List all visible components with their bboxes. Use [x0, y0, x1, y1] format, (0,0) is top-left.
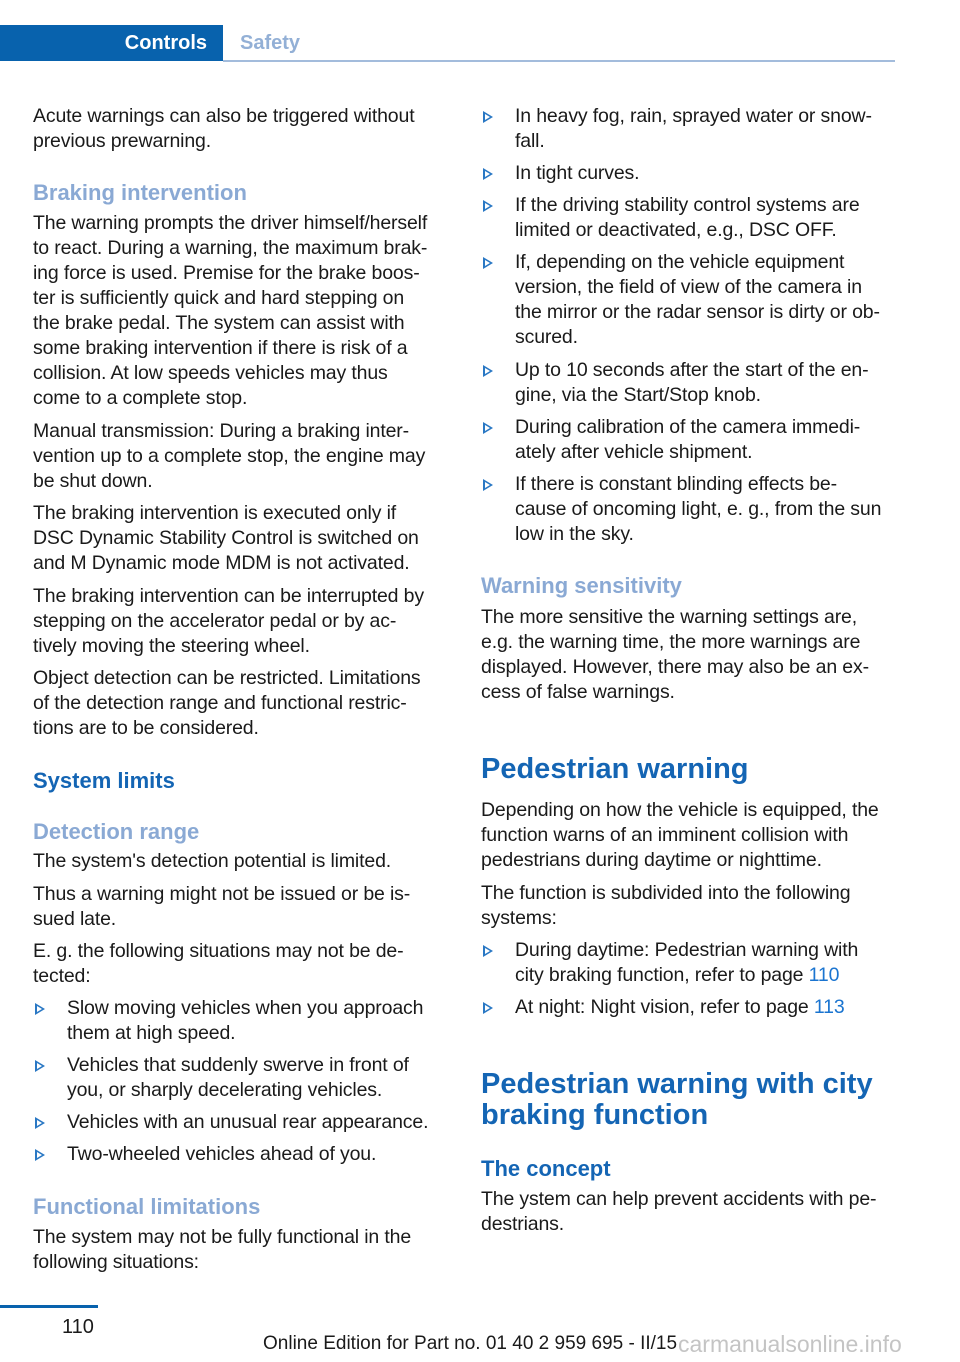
paragraph: Thus a warning might not be issued or be is- sued late.: [33, 883, 411, 930]
list-item-text: If the driving stability control systems are limited or deactivated, e.g., DSC OFF.: [515, 194, 860, 241]
list-item-text: During calibration of the camera immedi- ately after vehicle shipment.: [515, 416, 861, 463]
list-item-text: In tight curves.: [515, 162, 640, 184]
bullet-triangle-icon: [483, 168, 493, 180]
page-number: 110: [62, 1316, 94, 1338]
page-link-110[interactable]: 110: [808, 964, 840, 986]
list-item-text: In heavy fog, rain, sprayed water or snow- fall.: [515, 105, 872, 152]
paragraph: The braking intervention is executed only if DSC Dynamic Stability Control is switched on and M Dynamic mode MDM is not activated.: [33, 502, 419, 574]
heading-pedestrian-warning-city-braking: Pedestrian warning with city braking function: [481, 1068, 873, 1131]
paragraph: The function is subdivided into the following systems:: [481, 882, 851, 929]
list-item-text: At night: Night vision, refer to page: [515, 996, 814, 1018]
heading-braking-intervention: Braking intervention: [33, 180, 247, 205]
bullet-triangle-icon: [35, 1060, 45, 1072]
page-link-113[interactable]: 113: [813, 996, 845, 1018]
list-item-text: Up to 10 seconds after the start of the en- gine, via the Start/Stop knob.: [515, 359, 869, 406]
heading-pedestrian-warning: Pedestrian warning: [481, 753, 749, 785]
bullet-triangle-icon: [483, 257, 493, 269]
bullet-triangle-icon: [483, 1002, 493, 1014]
tab-controls[interactable]: Controls: [0, 25, 223, 61]
list-item-text: During daytime: Pedestrian warning with city braking function, refer to page: [515, 939, 859, 986]
bullet-triangle-icon: [483, 422, 493, 434]
bullet-triangle-icon: [35, 1003, 45, 1015]
paragraph: The system may not be fully functional in the following situations:: [33, 1226, 412, 1273]
list-item-text: [515, 938, 915, 988]
bullet-triangle-icon: [483, 945, 493, 957]
bullet-triangle-icon: [35, 1149, 45, 1161]
header-divider: [223, 60, 895, 62]
paragraph: The ystem can help prevent accidents with pe- destrians.: [481, 1188, 877, 1235]
heading-detection-range: Detection range: [33, 819, 200, 844]
list-item-text: Slow moving vehicles when you approach them at high speed.: [67, 997, 424, 1044]
heading-the-concept: The concept: [481, 1156, 611, 1181]
list-item-text: Vehicles that suddenly swerve in front of you, or sharply decelerating vehicles.: [67, 1054, 409, 1101]
watermark: carmanualsonline.info: [678, 1331, 902, 1357]
list-item-text: Two-wheeled vehicles ahead of you.: [67, 1143, 377, 1165]
footer-divider: [0, 1305, 98, 1308]
paragraph: The braking intervention can be interrupted by stepping on the accelerator pedal or by ac- tively moving the steering wheel.: [33, 585, 424, 657]
list-item-text: If, depending on the vehicle equipment version, the field of view of the camera in the mirror or the radar sensor is dirty or ob- scured.: [515, 251, 880, 348]
bullet-triangle-icon: [483, 200, 493, 212]
bullet-triangle-icon: [483, 479, 493, 491]
tab-safety[interactable]: Safety: [240, 32, 301, 54]
paragraph: The more sensitive the warning settings are, e.g. the warning time, the more warnings are displayed. However, there may also be an ex- cess of false warnings.: [481, 606, 869, 703]
bullet-triangle-icon: [483, 365, 493, 377]
bullet-triangle-icon: [35, 1117, 45, 1129]
paragraph: Manual transmission: During a braking inter- vention up to a complete stop, the engine may be shut down.: [33, 420, 426, 492]
list-item-text: [515, 995, 915, 1020]
edition-info: Online Edition for Part no. 01 40 2 959 695 - II/15: [263, 1333, 678, 1354]
paragraph: E. g. the following situations may not be de- tected:: [33, 940, 404, 987]
list-item-text: If there is constant blinding effects be- cause of oncoming light, e. g., from the sun low in the sky.: [515, 473, 882, 545]
paragraph: The system's detection potential is limited.: [33, 850, 392, 872]
heading-warning-sensitivity: Warning sensitivity: [481, 573, 682, 598]
heading-functional-limitations: Functional limitations: [33, 1194, 261, 1219]
paragraph: Depending on how the vehicle is equipped, the function warns of an imminent collision with pedestrians during daytime or nighttime.: [481, 799, 879, 871]
paragraph: The warning prompts the driver himself/herself to react. During a warning, the maximum brak- ing force is used. Premise for the brake boos- ter is sufficiently quick and hard stepping on the brake pedal. The system can assist with some braking intervention if there is risk of a collision. At low speeds vehicles may thus come to a complete stop.: [33, 212, 428, 409]
bullet-triangle-icon: [483, 111, 493, 123]
paragraph: Acute warnings can also be triggered without previous prewarning.: [33, 105, 415, 152]
paragraph: Object detection can be restricted. Limitations of the detection range and functional restric- tions are to be considered.: [33, 667, 421, 739]
heading-system-limits: System limits: [33, 768, 175, 793]
list-item-text: Vehicles with an unusual rear appearance.: [67, 1111, 429, 1133]
